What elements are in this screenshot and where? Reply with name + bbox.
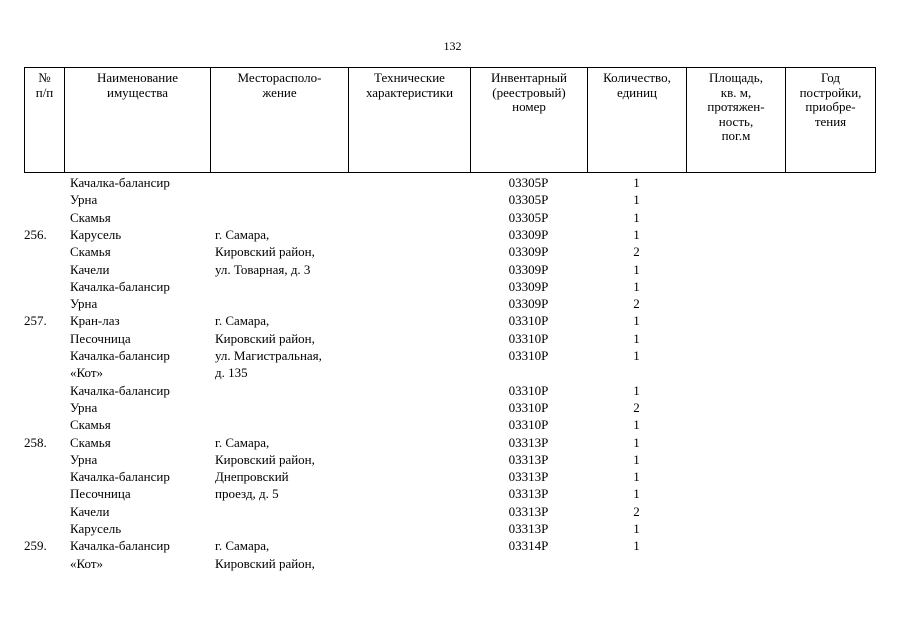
- table-row: [0, 278, 905, 295]
- header-location: Месторасполо- жение: [211, 68, 349, 172]
- table-row: [0, 209, 905, 226]
- item-quantity: 1: [633, 469, 640, 485]
- row-number: 256.: [24, 226, 47, 242]
- table-row: [0, 537, 905, 554]
- row-number: 257.: [24, 313, 47, 329]
- item-quantity: 2: [633, 296, 640, 312]
- item-name: Карусель: [70, 226, 122, 242]
- item-name: Скамья: [70, 209, 111, 225]
- inventory-number: 03310Р: [508, 399, 549, 415]
- row-number: 258.: [24, 434, 47, 450]
- inventory-number: 03310Р: [508, 348, 549, 363]
- item-quantity: 1: [633, 192, 640, 208]
- item-name: Качалка-балансир: [70, 175, 170, 190]
- table-row: [0, 347, 905, 364]
- inventory-number: 03313Р: [508, 486, 549, 502]
- inventory-number: 03310Р: [508, 330, 549, 346]
- table-row: [0, 243, 905, 260]
- table-row: [0, 503, 905, 520]
- item-location: г. Самара,: [215, 226, 270, 242]
- item-name: Качалка-балансир: [70, 538, 170, 554]
- item-quantity: 1: [633, 261, 640, 277]
- item-name: Скамья: [70, 244, 111, 260]
- inventory-number: 03314Р: [508, 538, 549, 554]
- row-number: 259.: [24, 538, 47, 554]
- header-area: Площадь, кв. м, протяжен- ность, пог.м: [687, 68, 786, 172]
- inventory-number: 03309Р: [508, 296, 549, 312]
- inventory-number: 03313Р: [508, 521, 549, 536]
- item-quantity: 2: [633, 399, 640, 415]
- table-row: [0, 295, 905, 312]
- inventory-number: 03309Р: [508, 244, 549, 260]
- item-quantity: 1: [633, 521, 640, 536]
- inventory-number: 03310Р: [508, 417, 549, 433]
- item-quantity: 1: [633, 451, 640, 467]
- item-name: Урна: [70, 192, 98, 208]
- item-name: Урна: [70, 399, 98, 415]
- header-year: Год постройки, приобре- тения: [786, 68, 876, 172]
- table-row: [0, 555, 905, 572]
- inventory-number: 03309Р: [508, 226, 549, 242]
- item-quantity: 1: [633, 348, 640, 363]
- item-name: Качалка-балансир: [70, 382, 170, 398]
- inventory-number: 03309Р: [508, 278, 549, 294]
- item-quantity: 2: [633, 503, 640, 519]
- item-location: ул. Магистральная,: [215, 348, 322, 363]
- item-location: г. Самара,: [215, 538, 270, 554]
- header-inventory: Инвентарный (реестровый) номер: [471, 68, 588, 172]
- item-location: Кировский район,: [215, 451, 315, 467]
- table-row: [0, 364, 905, 381]
- item-name: Урна: [70, 451, 98, 467]
- page-number: 132: [443, 39, 462, 53]
- item-name: Песочница: [70, 330, 131, 346]
- table-row: [0, 468, 905, 485]
- table-row: [0, 191, 905, 208]
- item-quantity: 1: [633, 226, 640, 242]
- item-quantity: 1: [633, 313, 640, 329]
- header-technical: Технические характеристики: [349, 68, 471, 172]
- item-location: Кировский район,: [215, 555, 315, 571]
- inventory-number: 03309Р: [508, 261, 549, 277]
- table-row: [0, 261, 905, 278]
- item-name: «Кот»: [70, 555, 104, 571]
- item-name: Песочница: [70, 486, 131, 502]
- item-name: Скамья: [70, 434, 111, 450]
- inventory-number: 03305Р: [508, 209, 549, 225]
- inventory-number: 03305Р: [508, 175, 549, 190]
- item-quantity: 1: [633, 175, 640, 190]
- table-row: [0, 382, 905, 399]
- inventory-number: 03313Р: [508, 451, 549, 467]
- item-name: Кран-лаз: [70, 313, 120, 329]
- table-row: [0, 399, 905, 416]
- table-row: [0, 451, 905, 468]
- table-row: [0, 174, 905, 191]
- item-name: Урна: [70, 296, 98, 312]
- item-location: Кировский район,: [215, 330, 315, 346]
- item-location: ул. Товарная, д. 3: [215, 261, 311, 277]
- item-quantity: 1: [633, 486, 640, 502]
- item-location: г. Самара,: [215, 434, 270, 450]
- table-row: [0, 330, 905, 347]
- inventory-number: 03310Р: [508, 313, 549, 329]
- item-quantity: 1: [633, 209, 640, 225]
- item-location: д. 135: [215, 365, 248, 381]
- inventory-number: 03310Р: [508, 382, 549, 398]
- item-name: Качели: [70, 503, 110, 519]
- item-quantity: 1: [633, 382, 640, 398]
- item-name: Качалка-балансир: [70, 348, 170, 363]
- table-row: [0, 434, 905, 451]
- table-row: [0, 226, 905, 243]
- item-quantity: 1: [633, 278, 640, 294]
- item-name: Качалка-балансир: [70, 469, 170, 485]
- inventory-number: 03313Р: [508, 434, 549, 450]
- item-location: г. Самара,: [215, 313, 270, 329]
- table-header: [24, 67, 876, 173]
- item-location: Кировский район,: [215, 244, 315, 260]
- item-quantity: 1: [633, 538, 640, 554]
- inventory-number: 03313Р: [508, 503, 549, 519]
- item-quantity: 1: [633, 330, 640, 346]
- item-name: Карусель: [70, 521, 122, 536]
- item-name: Качалка-балансир: [70, 278, 170, 294]
- item-quantity: 2: [633, 244, 640, 260]
- header-name: Наименование имущества: [65, 68, 211, 172]
- header-number: № п/п: [25, 68, 65, 172]
- table-row: [0, 416, 905, 433]
- item-location: Днепровский: [215, 469, 289, 485]
- inventory-number: 03313Р: [508, 469, 549, 485]
- table-row: [0, 485, 905, 502]
- item-quantity: 1: [633, 434, 640, 450]
- item-name: «Кот»: [70, 365, 104, 381]
- header-quantity: Количество, единиц: [588, 68, 687, 172]
- item-quantity: 1: [633, 417, 640, 433]
- inventory-number: 03305Р: [508, 192, 549, 208]
- item-name: Качели: [70, 261, 110, 277]
- table-row: [0, 312, 905, 329]
- item-location: проезд, д. 5: [215, 486, 279, 502]
- item-name: Скамья: [70, 417, 111, 433]
- table-row: [0, 520, 905, 537]
